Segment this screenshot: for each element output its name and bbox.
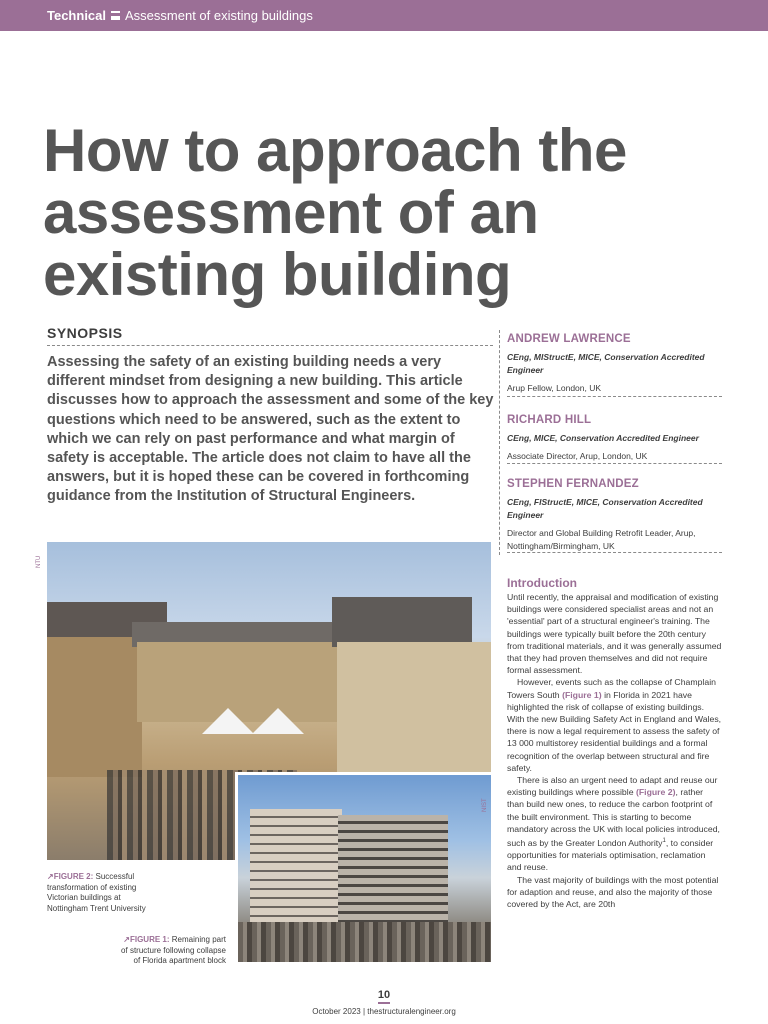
arrow-icon: ↗ [123, 935, 130, 944]
introduction-heading: Introduction [507, 576, 577, 590]
figure-1-caption [116, 935, 226, 967]
divider [47, 345, 493, 346]
arrow-icon: ↗ [47, 872, 54, 881]
photo-credit: NTU [36, 555, 42, 568]
author-role: Associate Director, Arup, London, UK [507, 451, 648, 461]
author-block [507, 478, 722, 553]
figure-reference: (Figure 1) [562, 689, 602, 700]
paragraph: The vast majority of buildings with the most potential for adaption and reuse, and also the majority of those covered by the Act, are 20th [507, 874, 719, 909]
column-divider [499, 330, 500, 555]
author-credentials: CEng, MICE, Conservation Accredited Engineer [507, 433, 699, 443]
author-block [507, 333, 722, 395]
author-name: ANDREW LAWRENCE [507, 333, 631, 345]
text: , to consider opportunities for materials optimisation, reclamation and reuse. [507, 837, 714, 873]
article-title [43, 117, 703, 308]
synopsis-text: Assessing the safety of an existing building needs a very different mindset from designing a new building. This article discusses how to approach the assessment and some of the key questions which need to be answered, such as the extent to which we can rely on past performance and what margin of safety is acceptable. The article does not claim to have all the answers, but it is hoped these can be covered in forthcoming guidance from the Institution of Structural Engineers. [47, 354, 494, 505]
title-line: How to approach the [43, 117, 627, 184]
section-label: Technical [47, 8, 107, 23]
section-header-bar [0, 0, 768, 31]
figure-1-photo [235, 772, 491, 962]
photo-credit: NIST [482, 798, 488, 812]
site-link[interactable]: thestructuralengineer.org [367, 1007, 456, 1016]
divider [507, 552, 722, 553]
page-number: 10 [378, 989, 390, 1004]
divider [507, 463, 722, 464]
paragraph: Until recently, the appraisal and modification of existing buildings were considered specialist areas and not an 'essential' part of a structural engineer's training. The buildings were typically built before the 20th century from traditional materials, and it was generally assumed that they had proven themselves and did not require formal assessment. [507, 592, 722, 676]
paragraph [507, 676, 722, 774]
footer-meta [0, 1007, 768, 1016]
author-role: Arup Fellow, London, UK [507, 383, 602, 393]
paragraph [507, 774, 722, 874]
page-footer [0, 985, 768, 1016]
caption-text: Remaining part of structure following collapse of Florida apartment block [121, 935, 226, 965]
introduction-body [507, 591, 722, 910]
issue-date: October 2023 [312, 1007, 361, 1016]
figure-label: FIGURE 2: [53, 872, 94, 881]
caption-text: Successful transformation of existing Victorian buildings at Nottingham Trent University [47, 872, 146, 913]
menu-icon [111, 11, 120, 20]
figure-reference: (Figure 2) [635, 787, 676, 798]
author-role: Director and Global Building Retrofit Leader, Arup, Nottingham/Birmingham, UK [507, 528, 696, 551]
author-name: RICHARD HILL [507, 414, 592, 426]
title-line: existing building [43, 241, 512, 308]
separator: | [362, 1007, 366, 1016]
text: in Florida in 2021 have highlighted the risk of collapse of existing buildings. With the new Building Safety Act in England and Wales, there is now a legal requirement to assess the safety of 13 000 multistorey residential buildings and a formal recognition of the overlap between structural and fire safety. [507, 689, 722, 773]
author-block [507, 414, 722, 463]
author-credentials: CEng, MIStructE, MICE, Conservation Accredited Engineer [507, 352, 705, 375]
figure-2-caption [47, 872, 157, 914]
footnote-ref: 1 [662, 838, 666, 845]
author-name: STEPHEN FERNANDEZ [507, 478, 639, 490]
section-topic: Assessment of existing buildings [125, 8, 313, 23]
author-credentials: CEng, FIStructE, MICE, Conservation Accredited Engineer [507, 497, 703, 520]
text: There is also an urgent need to adapt and reuse our existing buildings where possible [507, 775, 718, 798]
title-line: assessment of an [43, 179, 539, 246]
divider [507, 396, 722, 397]
text: However, events such as the collapse of Champlain Towers South [507, 677, 716, 700]
synopsis-heading: SYNOPSIS [47, 325, 123, 341]
figure-label: FIGURE 1: [129, 935, 170, 944]
text: , rather than build new ones, to reduce the carbon footprint of the built environment. This is starting to become mandatory across the UK with local policies introduced, such as by the Greater London Authority [507, 787, 720, 848]
